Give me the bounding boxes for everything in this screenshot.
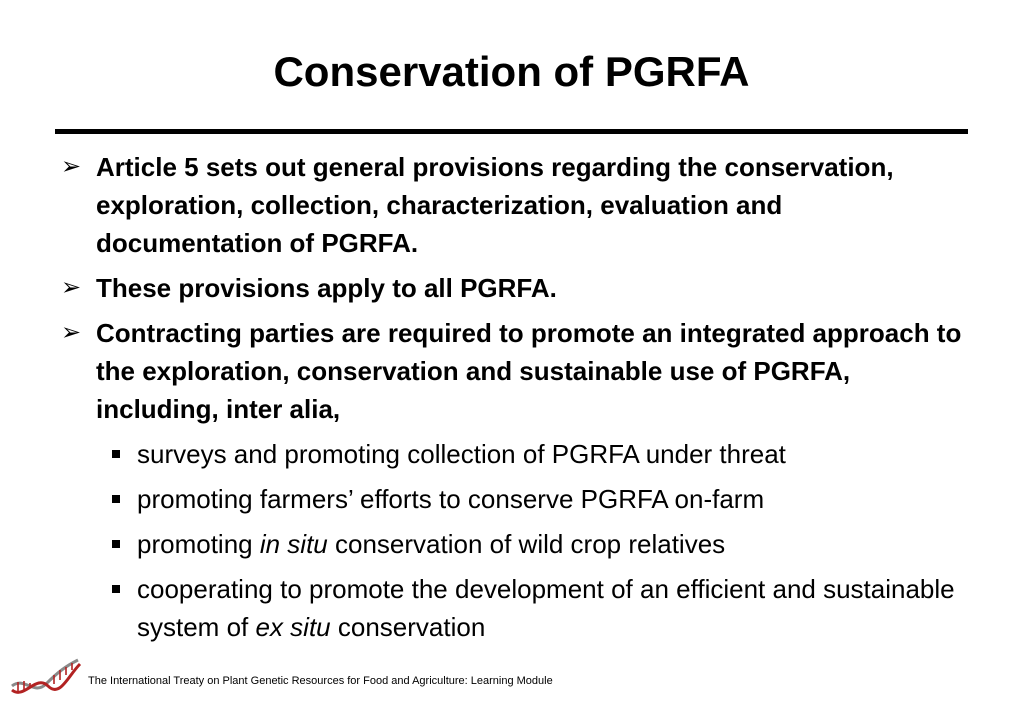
bullet-text: Contracting parties are required to promote an integrated approach to the exploration, conservation and sustainable use of PGRFA, including, inter alia, <box>96 318 962 424</box>
arrow-bullet-icon: ➢ <box>61 153 82 180</box>
dna-helix-icon <box>10 656 82 696</box>
sub-bullet-text: promoting farmers’ efforts to conserve PGRFA on-farm <box>137 484 765 514</box>
sub-bullet-item <box>55 525 975 563</box>
bullet-text: Article 5 sets out general provisions regarding the conservation, exploration, collection, characterization, evaluation and documentation of PGRFA. <box>96 152 894 258</box>
bullet-item <box>55 148 975 262</box>
title-divider <box>55 129 968 134</box>
arrow-bullet-icon: ➢ <box>61 274 82 301</box>
sub-bullet-text-start: cooperating to promote the development of an efficient and sustainable system of <box>137 574 955 642</box>
sub-bullet-italic-term: in situ <box>259 529 328 559</box>
sub-bullet-item <box>55 435 975 473</box>
footer-text: The International Treaty on Plant Genetic Resources for Food and Agriculture: Learning Module <box>88 675 553 687</box>
arrow-bullet-icon: ➢ <box>61 319 82 346</box>
sub-bullet-text-end: conservation <box>330 612 486 642</box>
bullet-item <box>55 269 975 307</box>
slide-title: Conservation of PGRFA <box>273 48 750 95</box>
square-bullet-icon <box>112 585 120 593</box>
sub-bullet-text: surveys and promoting collection of PGRFA under threat <box>137 439 786 469</box>
bullet-text: These provisions apply to all PGRFA. <box>96 273 557 303</box>
sub-bullet-text-start: promoting <box>137 529 260 559</box>
sub-bullet-text-end: conservation of wild crop relatives <box>327 529 726 559</box>
square-bullet-icon <box>112 540 120 548</box>
sub-bullet-italic-term: ex situ <box>255 612 331 642</box>
bullet-list <box>55 148 975 653</box>
square-bullet-icon <box>112 495 120 503</box>
square-bullet-icon <box>112 450 120 458</box>
sub-bullet-item <box>55 570 975 646</box>
bullet-item <box>55 314 975 428</box>
sub-bullet-item <box>55 480 975 518</box>
